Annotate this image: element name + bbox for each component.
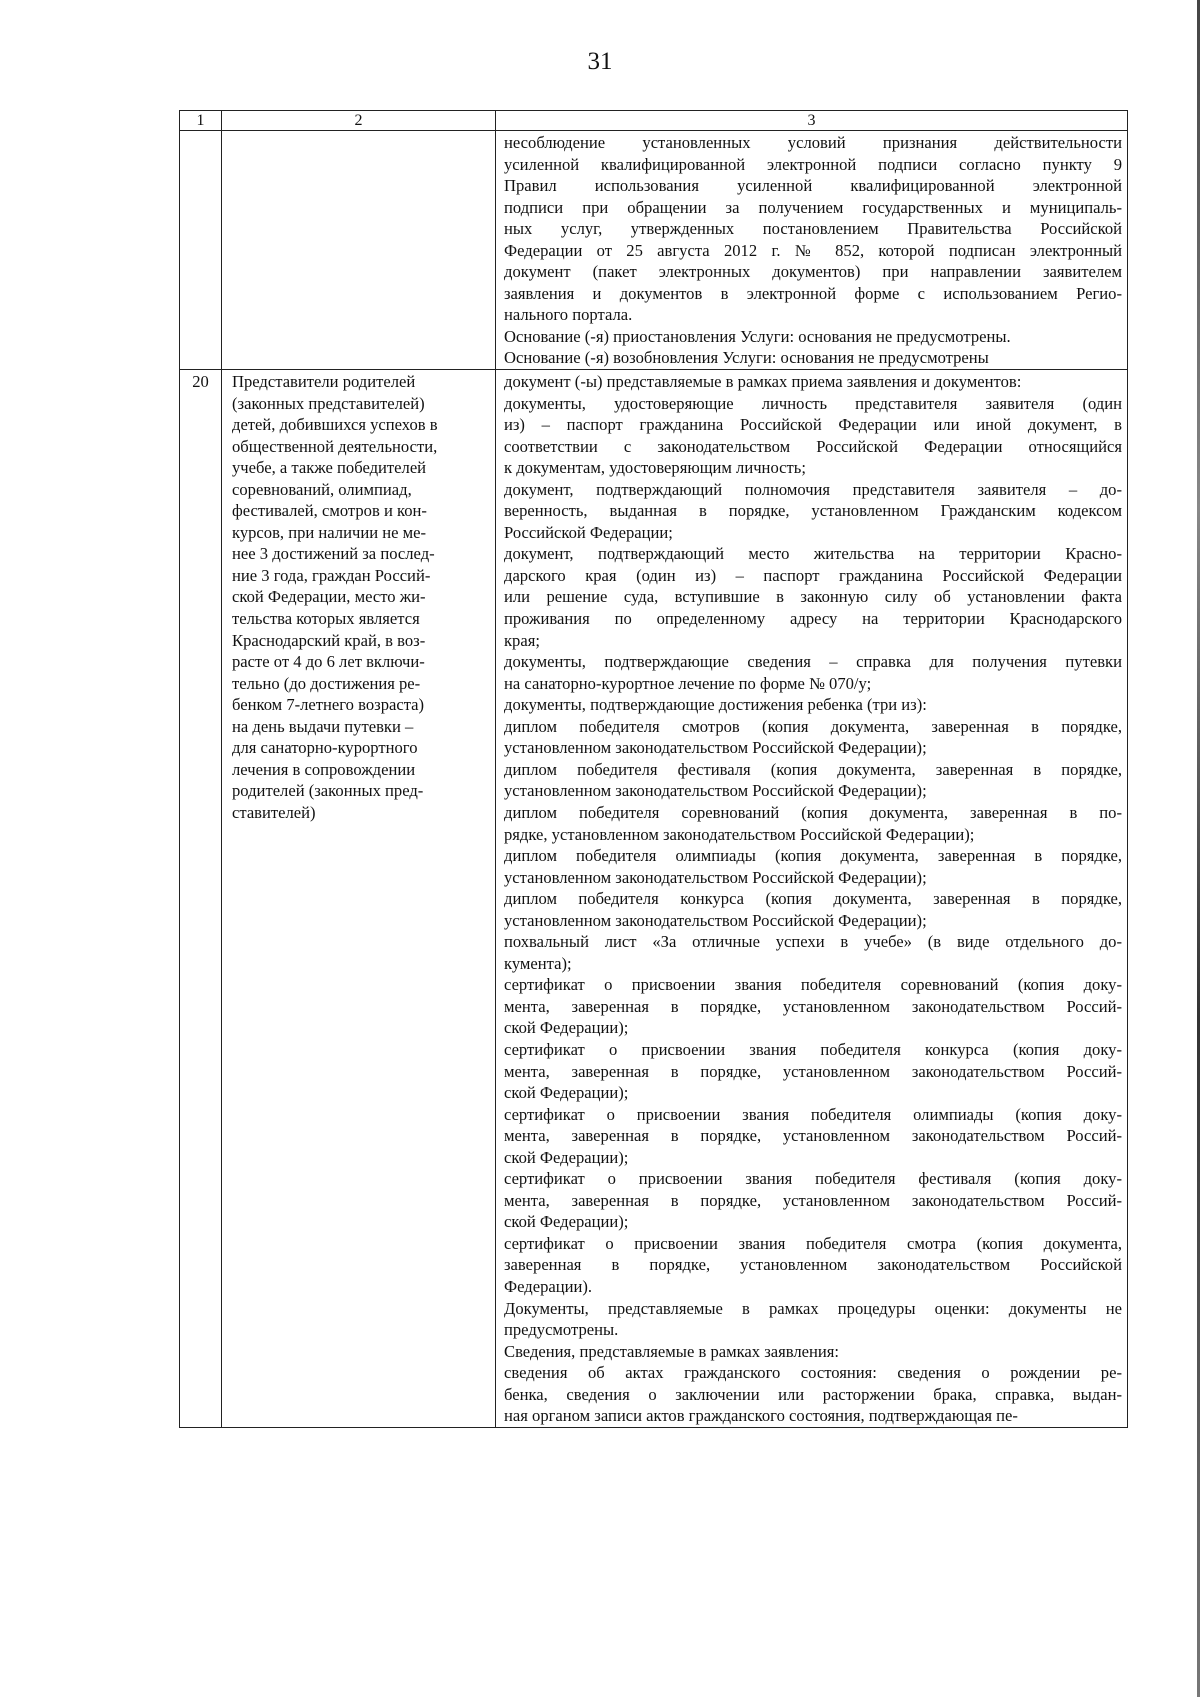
header-col-3: 3: [496, 111, 1128, 131]
text-line: к документам, удостоверяющим личность;: [504, 458, 806, 478]
text-line: сертификат о присвоении звания победителя фестиваля (копия доку-: [504, 1169, 1122, 1189]
text-line: диплом победителя фестиваля (копия документа, заверенная в порядке,: [504, 759, 1122, 779]
text-line: документы, удостоверяющие личность представителя заявителя (один: [504, 393, 1122, 413]
header-col-2: 2: [222, 111, 496, 131]
text-line: ской Федерации);: [504, 1083, 629, 1103]
text-line: родителей (законных пред-: [232, 781, 424, 801]
text-line: для санаторно-курортного: [232, 738, 418, 758]
text-line: диплом победителя смотров (копия документа, заверенная в порядке,: [504, 716, 1122, 736]
text-line: ской Федерации, место жи-: [232, 587, 426, 607]
documents-text: [504, 132, 1122, 369]
text-line: тельно (до достижения ре-: [232, 673, 421, 693]
text-line: Представители родителей: [232, 372, 416, 392]
text-line: нального портала.: [504, 305, 633, 325]
text-line: фестивалей, смотров и кон-: [232, 501, 427, 521]
text-line: усиленной квалифицированной электронной подписи согласно пункту 9: [504, 154, 1122, 174]
text-line: Российской Федерации;: [504, 522, 673, 542]
row-number-cell: 20: [180, 370, 222, 1428]
text-line: общественной деятельности,: [232, 436, 438, 456]
text-line: ние 3 года, граждан Россий-: [232, 565, 431, 585]
text-line: веренность, выданная в порядке, установленном Гражданским кодексом: [504, 501, 1122, 521]
text-line: диплом победителя олимпиады (копия документа, заверенная в порядке,: [504, 846, 1122, 866]
text-line: или решение суда, вступившие в законную силу об установлении факта: [504, 587, 1122, 607]
text-line: курсов, при наличии не ме-: [232, 522, 427, 542]
text-line: диплом победителя соревнований (копия документа, заверенная в по-: [504, 802, 1122, 822]
table-header-row: [180, 111, 1128, 131]
text-line: сертификат о присвоении звания победителя олимпиады (копия доку-: [504, 1104, 1122, 1124]
text-line: ная органом записи актов гражданского состояния, подтверждающая пе-: [504, 1406, 1018, 1426]
text-line: бенком 7-летнего возраста): [232, 695, 425, 715]
documents-text: [504, 371, 1122, 1427]
text-line: документы, подтверждающие достижения ребенка (три из):: [504, 695, 927, 715]
text-line: Документы, представляемые в рамках процедуры оценки: документы не: [504, 1298, 1122, 1318]
text-line: ской Федерации);: [504, 1018, 629, 1038]
text-line: Правил использования усиленной квалифицированной электронной: [504, 176, 1122, 196]
text-line: Федерации от 25 августа 2012 г. № 852, которой подписан электронный: [504, 240, 1122, 260]
text-line: сведения об актах гражданского состояния: сведения о рождении ре-: [504, 1363, 1122, 1383]
text-line: Сведения, представляемые в рамках заявления:: [504, 1341, 840, 1361]
text-line: лечения в сопровождении: [232, 759, 416, 779]
text-line: сертификат о присвоении звания победителя смотра (копия документа,: [504, 1233, 1122, 1253]
documents-cell: [496, 131, 1128, 370]
documents-cell: [496, 370, 1128, 1428]
text-line: бенка, сведения о заключении или расторжении брака, справка, выдан-: [504, 1384, 1122, 1404]
text-line: ской Федерации);: [504, 1147, 629, 1167]
text-line: заверенная в порядке, установленном законодательством Российской: [504, 1255, 1122, 1275]
text-line: установленном законодательством Российской Федерации);: [504, 738, 927, 758]
recipient-category-cell: [222, 370, 496, 1428]
text-line: документ (пакет электронных документов) при направлении заявителем: [504, 262, 1122, 282]
text-line: на день выдачи путевки –: [232, 716, 414, 736]
recipient-category-text: [232, 371, 489, 823]
text-line: сертификат о присвоении звания победителя соревнований (копия доку-: [504, 975, 1122, 995]
text-line: установленном законодательством Российской Федерации);: [504, 867, 927, 887]
text-line: мента, заверенная в порядке, установленном законодательством Россий-: [504, 1061, 1122, 1081]
recipient-category-cell: [222, 131, 496, 370]
text-line: края;: [504, 630, 540, 650]
header-col-1: 1: [180, 111, 222, 131]
text-line: документ (-ы) представляемые в рамках приема заявления и документов:: [504, 372, 1022, 392]
text-line: несоблюдение установленных условий признания действительности: [504, 133, 1122, 152]
text-line: подписи при обращении за получением государственных и муниципаль-: [504, 197, 1122, 217]
text-line: учебе, а также победителей: [232, 458, 427, 478]
text-line: диплом победителя конкурса (копия документа, заверенная в порядке,: [504, 889, 1122, 909]
services-table: [179, 110, 1128, 1428]
text-line: на санаторно-курортное лечение по форме № 070/у;: [504, 673, 872, 693]
text-line: ской Федерации);: [504, 1212, 629, 1232]
text-line: сертификат о присвоении звания победителя конкурса (копия доку-: [504, 1039, 1122, 1059]
text-line: ставителей): [232, 802, 316, 822]
text-line: Основание (-я) возобновления Услуги: основания не предусмотрены: [504, 348, 989, 368]
text-line: соответствии с законодательством Российской Федерации относящийся: [504, 436, 1122, 456]
text-line: детей, добившихся успехов в: [232, 415, 438, 435]
text-line: заявления и документов в электронной форме с использованием Регио-: [504, 283, 1122, 303]
text-line: нее 3 достижений за послед-: [232, 544, 435, 564]
text-line: проживания по определенному адресу на территории Краснодарского: [504, 609, 1122, 629]
text-line: Основание (-я) приостановления Услуги: основания не предусмотрены.: [504, 326, 1011, 346]
text-line: соревнований, олимпиад,: [232, 479, 412, 499]
text-line: документы, подтверждающие сведения – справка для получения путевки: [504, 652, 1122, 672]
text-line: кумента);: [504, 953, 572, 973]
text-line: документ, подтверждающий полномочия представителя заявителя – до-: [504, 479, 1122, 499]
text-line: установленном законодательством Российской Федерации);: [504, 781, 927, 801]
text-line: из) – паспорт гражданина Российской Федерации или иной документ, в: [504, 415, 1122, 435]
text-line: ных услуг, утвержденных постановлением Правительства Российской: [504, 219, 1122, 239]
text-line: документ, подтверждающий место жительства на территории Красно-: [504, 544, 1122, 564]
text-line: установленном законодательством Российской Федерации);: [504, 910, 927, 930]
table-row-20: [180, 370, 1128, 1428]
text-line: (законных представителей): [232, 393, 425, 413]
table-row-continued: [180, 131, 1128, 370]
text-line: похвальный лист «За отличные успехи в учебе» (в виде отдельного до-: [504, 932, 1122, 952]
text-line: мента, заверенная в порядке, установленном законодательством Россий-: [504, 1126, 1122, 1146]
page-number: 31: [587, 48, 613, 75]
text-line: расте от 4 до 6 лет включи-: [232, 652, 425, 672]
text-line: дарского края (один из) – паспорт гражданина Российской Федерации: [504, 565, 1122, 585]
text-line: Федерации).: [504, 1276, 593, 1296]
text-line: тельства которых является: [232, 609, 420, 629]
text-line: Краснодарский край, в воз-: [232, 630, 426, 650]
text-line: мента, заверенная в порядке, установленном законодательством Россий-: [504, 1190, 1122, 1210]
text-line: мента, заверенная в порядке, установленном законодательством Россий-: [504, 996, 1122, 1016]
row-number-cell: [180, 131, 222, 370]
text-line: предусмотрены.: [504, 1320, 619, 1340]
text-line: рядке, установленном законодательством Российской Федерации);: [504, 824, 975, 844]
